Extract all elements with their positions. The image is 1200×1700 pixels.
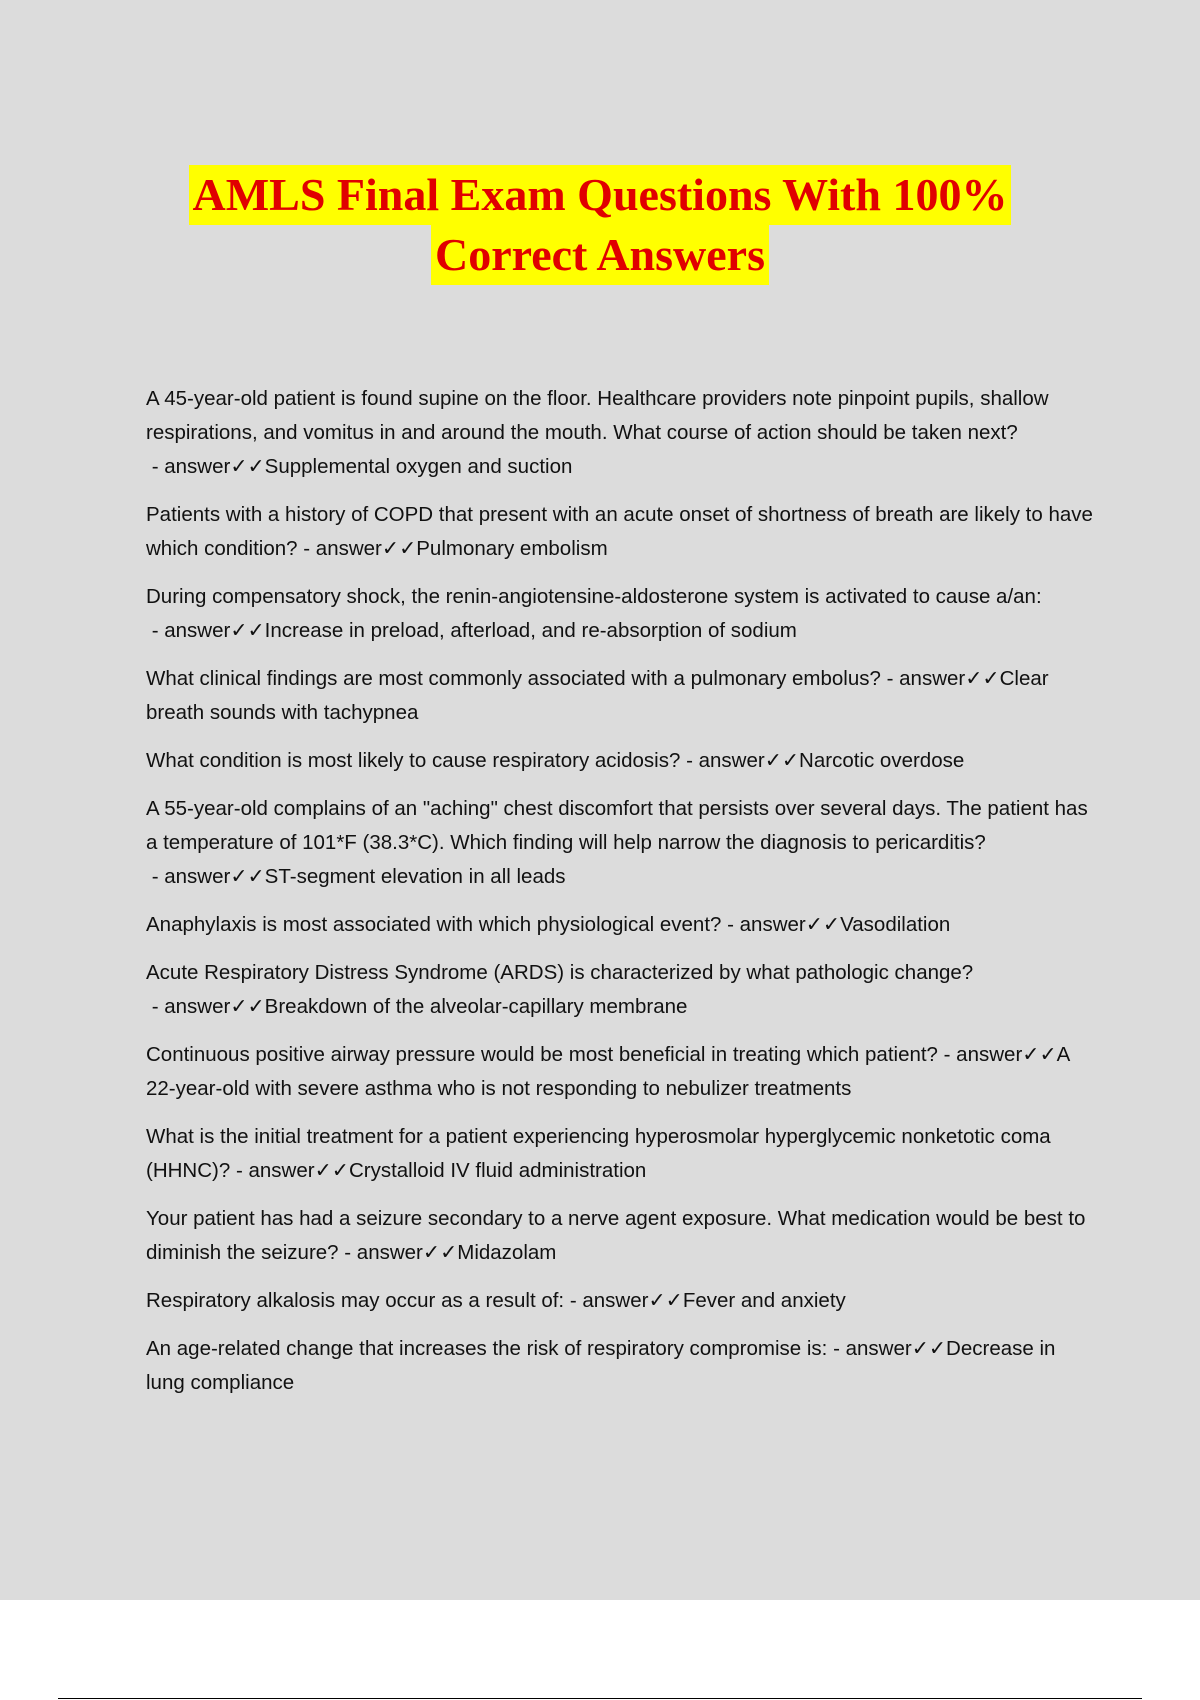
qa-item xyxy=(146,1284,1096,1318)
answer-label: - answer xyxy=(146,619,231,642)
qa-item xyxy=(146,580,1096,648)
answer-text: Narcotic overdose xyxy=(799,749,965,772)
answer-text: Crystalloid IV fluid administration xyxy=(348,1159,647,1182)
answer-label: - answer xyxy=(146,455,231,478)
answer-text: Decrease in lung compliance xyxy=(146,1337,1056,1394)
question-text: Acute Respiratory Distress Syndrome (ARDS) is characterized by what pathologic change? xyxy=(146,961,974,984)
double-check-icon: ✓✓ xyxy=(422,1241,458,1264)
qa-item xyxy=(146,1202,1096,1270)
question-text: A 45-year-old patient is found supine on the floor. Healthcare providers note pinpoint pupils, shallow respirations, and vomitus in and around the mouth. What course of action should be taken next? xyxy=(146,387,1049,444)
double-check-icon: ✓✓ xyxy=(911,1337,947,1360)
question-text: What condition is most likely to cause respiratory acidosis? xyxy=(146,749,681,772)
answer-label: - answer xyxy=(721,913,806,936)
answer-label: - answer xyxy=(338,1241,423,1264)
question-text: Continuous positive airway pressure would be most beneficial in treating which patient? xyxy=(146,1043,938,1066)
double-check-icon: ✓✓ xyxy=(1022,1043,1057,1066)
qa-item xyxy=(146,956,1096,1024)
question-text: What clinical findings are most commonly associated with a pulmonary embolus? xyxy=(146,667,881,690)
question-text: Respiratory alkalosis may occur as a result of: xyxy=(146,1289,565,1312)
answer-text: Clear breath sounds with tachypnea xyxy=(146,667,1049,724)
answer-text: Breakdown of the alveolar-capillary membrane xyxy=(264,995,688,1018)
answer-label: - answer xyxy=(564,1289,649,1312)
double-check-icon: ✓✓ xyxy=(764,749,800,772)
answer-label: - answer xyxy=(146,865,231,888)
answer-text: A 22-year-old with severe asthma who is not responding to nebulizer treatments xyxy=(146,1043,1070,1100)
title-line-1: AMLS Final Exam Questions With 100% xyxy=(189,165,1012,225)
double-check-icon: ✓✓ xyxy=(230,865,265,888)
question-text: Patients with a history of COPD that present with an acute onset of shortness of breath are likely to have which condition? xyxy=(146,503,1093,560)
answer-label: - answer xyxy=(680,749,765,772)
double-check-icon: ✓✓ xyxy=(314,1159,349,1182)
answer-label: - answer xyxy=(937,1043,1023,1066)
qa-item xyxy=(146,382,1096,484)
document-title xyxy=(0,165,1200,285)
double-check-icon: ✓✓ xyxy=(230,455,265,478)
qa-item xyxy=(146,662,1096,730)
double-check-icon: ✓✓ xyxy=(230,995,265,1018)
title-line-2: Correct Answers xyxy=(431,225,769,285)
answer-text: Fever and anxiety xyxy=(682,1289,846,1312)
question-text: A 55-year-old complains of an "aching" chest discomfort that persists over several days. The patient has a temperature of 101*F (38.3*C). Which finding will help narrow the diagnosis to pericarditis? xyxy=(146,797,1088,854)
answer-text: Vasodilation xyxy=(840,913,951,936)
question-text: Your patient has had a seizure secondary to a nerve agent exposure. What medication would be best to diminish the seizure? xyxy=(146,1207,1086,1264)
question-text: What is the initial treatment for a patient experiencing hyperosmolar hyperglycemic nonketotic coma (HHNC)? xyxy=(146,1125,1051,1182)
qa-item xyxy=(146,1332,1096,1400)
qa-item xyxy=(146,498,1096,566)
answer-text: ST-segment elevation in all leads xyxy=(264,865,566,888)
answer-label: - answer xyxy=(146,995,231,1018)
qa-list xyxy=(146,382,1096,1414)
answer-label: - answer xyxy=(880,667,966,690)
answer-label: - answer xyxy=(827,1337,912,1360)
question-text: An age-related change that increases the risk of respiratory compromise is: xyxy=(146,1337,828,1360)
qa-item xyxy=(146,908,1096,942)
double-check-icon: ✓✓ xyxy=(965,667,1000,690)
double-check-icon: ✓✓ xyxy=(648,1289,683,1312)
qa-item xyxy=(146,1038,1096,1106)
footer-divider xyxy=(58,1698,1142,1699)
question-text: During compensatory shock, the renin-angiotensine-aldosterone system is activated to cause a/an: xyxy=(146,585,1042,608)
answer-label: - answer xyxy=(297,537,382,560)
answer-text: Pulmonary embolism xyxy=(416,537,608,560)
double-check-icon: ✓✓ xyxy=(805,913,841,936)
qa-item xyxy=(146,744,1096,778)
answer-text: Increase in preload, afterload, and re-absorption of sodium xyxy=(264,619,797,642)
qa-item xyxy=(146,1120,1096,1188)
double-check-icon: ✓✓ xyxy=(381,537,417,560)
double-check-icon: ✓✓ xyxy=(230,619,265,642)
answer-text: Midazolam xyxy=(457,1241,557,1264)
answer-text: Supplemental oxygen and suction xyxy=(264,455,573,478)
question-text: Anaphylaxis is most associated with which physiological event? xyxy=(146,913,722,936)
answer-label: - answer xyxy=(230,1159,315,1182)
qa-item xyxy=(146,792,1096,894)
